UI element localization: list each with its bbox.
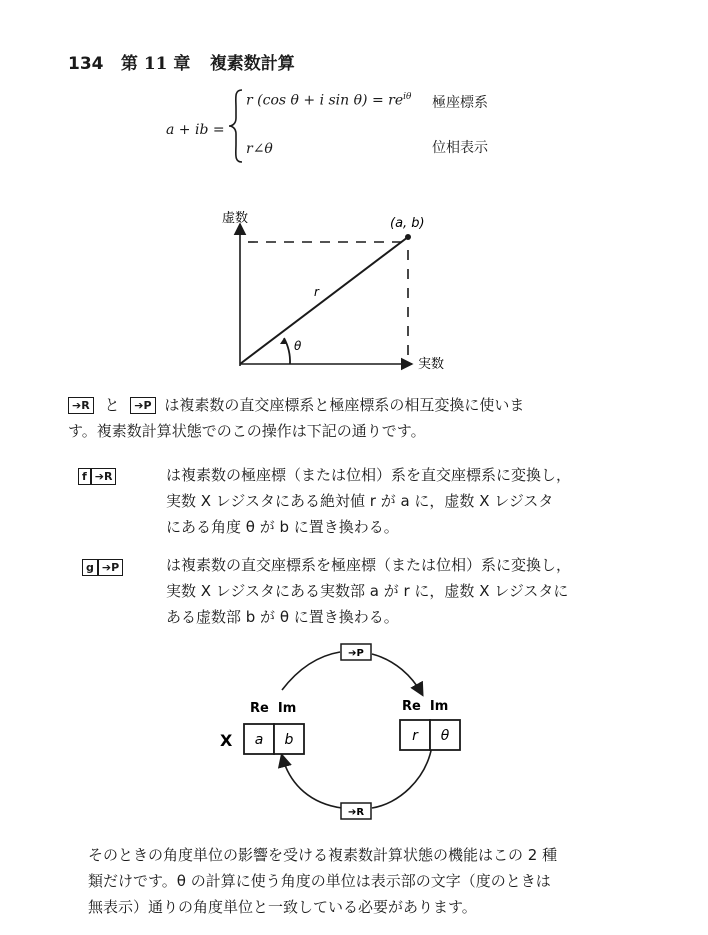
chapter-label: 第 11 章 [120, 54, 191, 74]
f-key: f [78, 468, 91, 485]
g-key: g [82, 559, 98, 576]
formula-line1-note: 極座標系 [432, 95, 488, 111]
intro-line1: は複素数の直交座標系と極座標系の相互変換に使いま [164, 396, 525, 414]
svg-text:θ: θ [440, 728, 450, 744]
x-axis-label: 実数 [418, 357, 445, 372]
right-register-header: Re Im [402, 699, 449, 714]
angle-label: θ [294, 339, 302, 353]
cycle-polar-key: ➔P [348, 648, 364, 659]
to-rect-key: ➔R [68, 397, 94, 414]
page-header [68, 49, 295, 74]
key-and-text: と [104, 396, 120, 414]
y-axis-label: 虚数 [222, 211, 249, 226]
g-to-polar-key: ➔P [98, 559, 123, 576]
register-x-label: X [220, 731, 233, 750]
f-to-rect-key: ➔R [91, 468, 117, 485]
radius-line [240, 237, 408, 364]
conversion-cycle-diagram [210, 640, 490, 830]
svg-text:b: b [284, 732, 294, 748]
to-polar-key: ➔P [130, 397, 155, 414]
svg-text:r: r [412, 728, 418, 744]
item-g-description: は複素数の直交座標系を極座標（または位相）系に変換し， 実数 X レジスタにある実数部 a が r に，虚数 X レジスタに ある虚数部 b が θ に置き換わる。 [166, 556, 572, 626]
chapter-title: 複素数計算 [209, 54, 295, 74]
item-f-description: は複素数の極座標（または位相）系を直交座標系に変換し， 実数 X レジスタにある絶対値 r が a に，虚数 X レジスタ にある角度 θ が b に置き換わる。 [166, 466, 572, 536]
g-to-polar-keys [82, 557, 123, 576]
intro-paragraph [68, 392, 688, 444]
cycle-rect-key: ➔R [347, 807, 365, 818]
formula-line2: r∠θ [246, 141, 273, 157]
intro-line2: す。複素数計算状態でのこの操作は下記の通りです。 [68, 422, 426, 440]
complex-plane-diagram [200, 200, 480, 380]
formula-line1: r (cos θ + i $\sin \theta) = re^{i\theta}$ [246, 92, 412, 109]
f-to-rect-keys [78, 466, 116, 485]
point-label: (a, b) [390, 216, 425, 231]
formula-lhs: a + ib = [166, 122, 225, 138]
radius-label: r [314, 285, 319, 299]
closing-paragraph: そのときの角度単位の影響を受ける複素数計算状態の機能はこの 2 種 類だけです。θ の計算に使う角度の単位は表示部の文字（度のときは 無表示）通りの角度単位と一致している必要があります。 [88, 846, 558, 916]
formula-line2-note: 位相表示 [432, 140, 488, 156]
formula-brace [226, 88, 246, 164]
left-register-header: Re Im [250, 701, 297, 716]
svg-text:a: a [254, 732, 264, 748]
page-number: 134 [68, 54, 104, 74]
point-ab [405, 234, 411, 240]
